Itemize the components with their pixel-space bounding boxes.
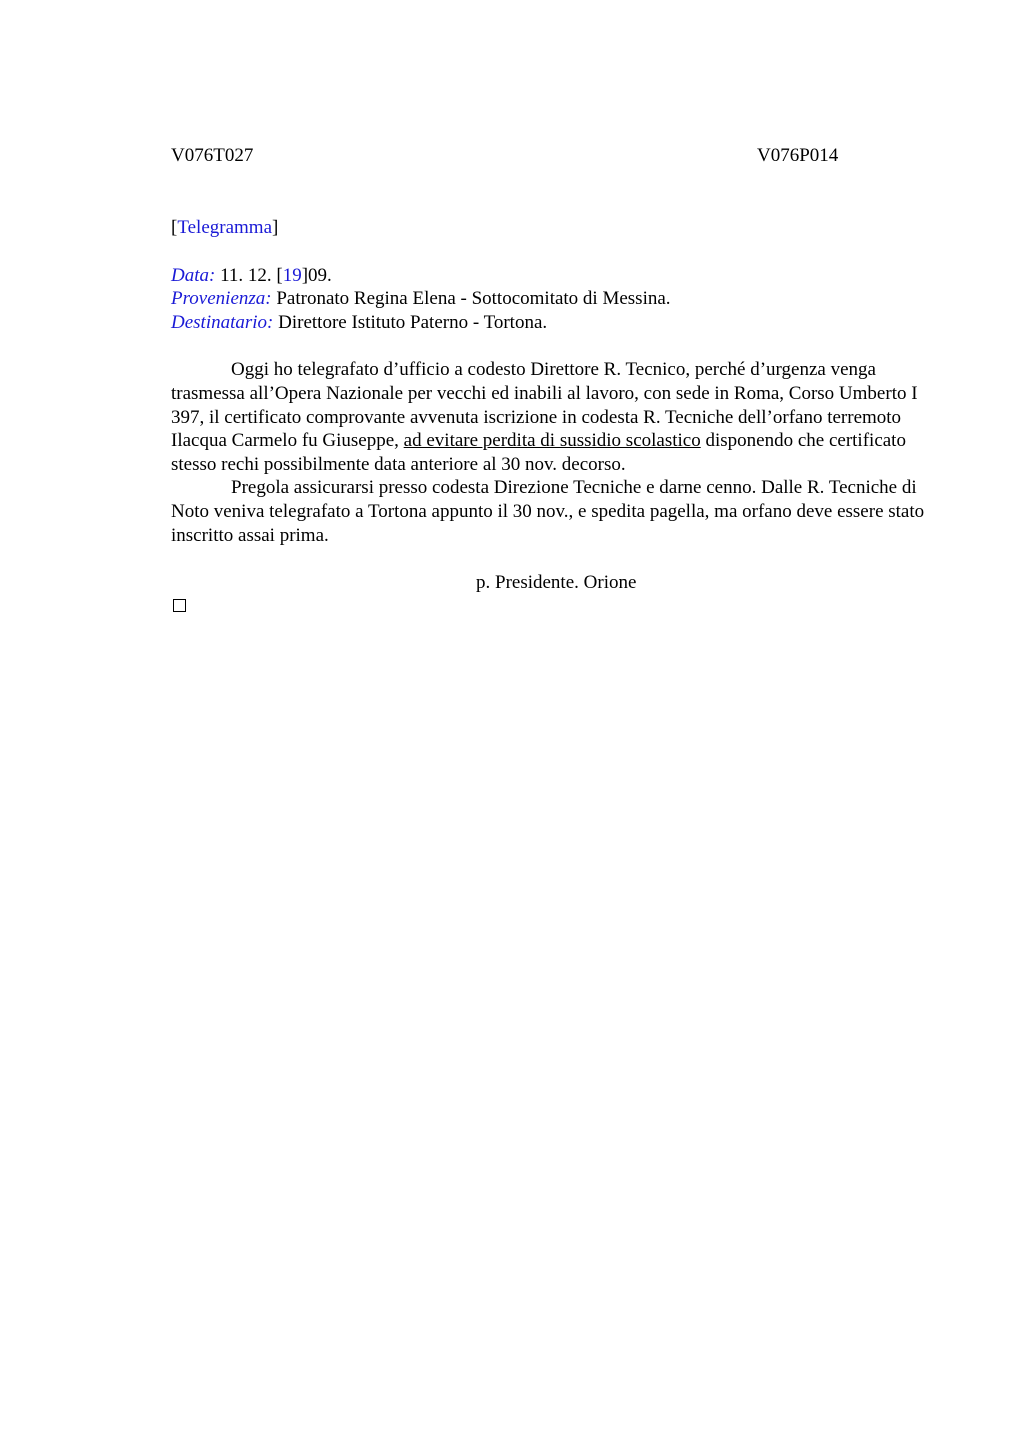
- origin-line: [171, 287, 931, 311]
- date-value-post: ]09.: [301, 264, 332, 286]
- paragraph-1-underlined-text: ad evitare perdita di sussidio scolastico: [403, 430, 701, 452]
- document-type: [171, 216, 931, 240]
- date-label: Data:: [171, 264, 216, 286]
- document-page: [171, 144, 931, 612]
- recipient-value: Direttore Istituto Paterno - Tortona.: [273, 311, 548, 333]
- doc-type-close-bracket: ]: [272, 217, 279, 238]
- origin-label: Provenienza:: [171, 288, 272, 310]
- signature: p. Presidente. Orione: [476, 572, 637, 594]
- paragraph-1-text-a: Oggi ho telegrafato d’ufficio a codesto Direttore R. Tecnico, perché d’urgenza venga trasmessa all’Opera Nazionale per vecchi ed inabili al lavoro, con sede in Roma, Corso Umberto I 397, il certificato comprovante avvenuta iscrizione in codesta R. Tecniche dell’orfano terremoto Ilacqua Carmelo fu Giuseppe,: [171, 359, 918, 452]
- doc-type-open-bracket: [: [171, 217, 178, 238]
- origin-value: Patronato Regina Elena - Sottocomitato di Messina.: [271, 288, 671, 310]
- document-code-right: V076P014: [757, 145, 839, 166]
- paragraph-1-text-b: disponendo che certificato stesso rechi possibilmente data anteriore al 30 nov. decorso.: [171, 430, 906, 475]
- recipient-label: Destinatario:: [171, 311, 274, 333]
- body-paragraph-2: Pregola assicurarsi presso codesta Direzione Tecniche e darne cenno. Dalle R. Tecniche di Noto veniva telegrafato a Tortona appunto il 30 nov., e spedita pagella, ma orfano deve essere stato inscritto assai prima.: [171, 477, 925, 546]
- end-square-icon: [173, 599, 186, 612]
- recipient-line: [171, 311, 931, 335]
- date-value-pre: 11. 12. [: [215, 264, 283, 286]
- telegram-body: [171, 358, 931, 547]
- document-header: [171, 144, 931, 168]
- body-paragraph-1: [171, 358, 931, 476]
- doc-type-label: Telegramma: [177, 217, 273, 238]
- document-metadata: [171, 264, 931, 335]
- document-code-left: V076T027: [171, 145, 254, 166]
- date-line: [171, 264, 931, 288]
- date-century: 19: [282, 264, 302, 286]
